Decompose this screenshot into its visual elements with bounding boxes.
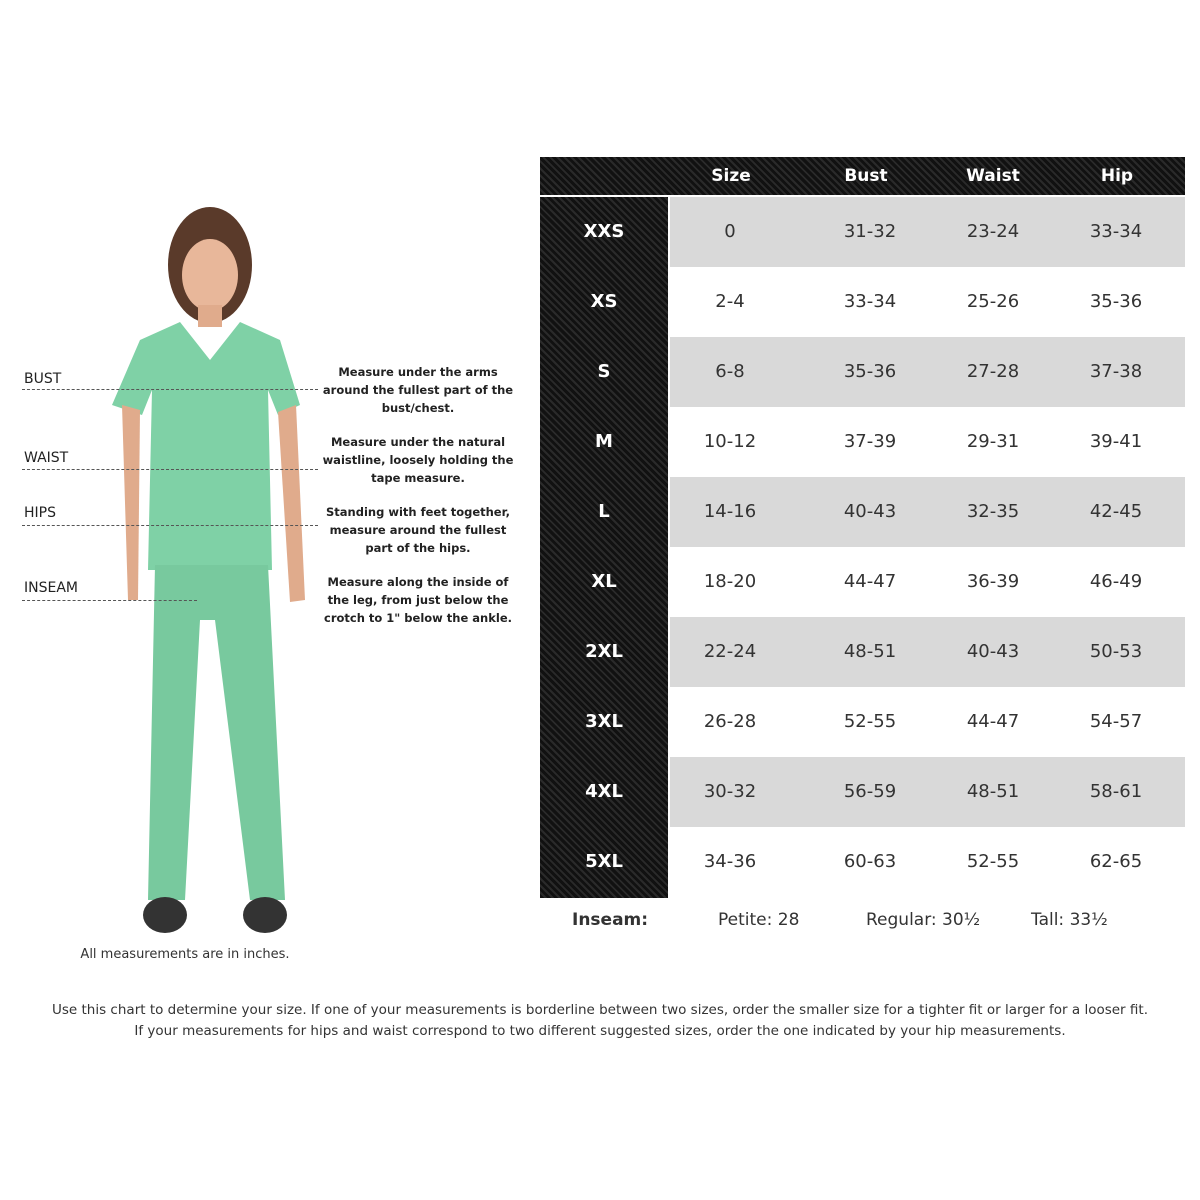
table-row bbox=[670, 687, 1185, 757]
table-row bbox=[670, 477, 1185, 547]
size-cell: 26-28 bbox=[703, 711, 757, 732]
size-label: S bbox=[597, 361, 611, 382]
hip-cell: 37-38 bbox=[1089, 361, 1143, 382]
size-cell: 18-20 bbox=[703, 571, 757, 592]
size-label: M bbox=[595, 431, 613, 452]
size-cell: 30-32 bbox=[703, 781, 757, 802]
size-label: 5XL bbox=[585, 851, 623, 872]
size-cell: 6-8 bbox=[715, 361, 745, 382]
size-label: XXS bbox=[583, 221, 625, 242]
hip-cell: 62-65 bbox=[1089, 851, 1143, 872]
size-cell: 34-36 bbox=[703, 851, 757, 872]
hip-cell: 50-53 bbox=[1089, 641, 1143, 662]
size-label: XS bbox=[590, 291, 618, 312]
waist-cell: 52-55 bbox=[966, 851, 1020, 872]
waist-cell: 36-39 bbox=[966, 571, 1020, 592]
table-row bbox=[670, 827, 1185, 897]
bust-label: BUST bbox=[24, 371, 62, 387]
scrub-pants bbox=[148, 565, 285, 900]
bust-cell: 60-63 bbox=[843, 851, 897, 872]
hip-cell: 39-41 bbox=[1089, 431, 1143, 452]
size-label: 3XL bbox=[585, 711, 623, 732]
waist-cell: 40-43 bbox=[966, 641, 1020, 662]
bust-cell: 48-51 bbox=[843, 641, 897, 662]
size-label: 2XL bbox=[585, 641, 623, 662]
inseam-line bbox=[22, 600, 197, 601]
size-cell: 2-4 bbox=[715, 291, 745, 312]
table-row bbox=[670, 547, 1185, 617]
bust-cell: 52-55 bbox=[843, 711, 897, 732]
waist-cell: 27-28 bbox=[966, 361, 1020, 382]
waist-description: Measure under the natural waistline, loosely holding the tape measure. bbox=[322, 435, 514, 485]
inseam-title: Inseam: bbox=[572, 910, 649, 930]
waist-cell: 29-31 bbox=[966, 431, 1020, 452]
table-row bbox=[670, 407, 1185, 477]
table-row bbox=[670, 197, 1185, 267]
size-cell: 0 bbox=[724, 221, 736, 242]
inseam-label: INSEAM bbox=[24, 580, 78, 596]
hip-cell: 46-49 bbox=[1089, 571, 1143, 592]
hip-cell: 58-61 bbox=[1089, 781, 1143, 802]
inseam-petite: Petite: 28 bbox=[718, 910, 800, 930]
hips-description: Standing with feet together, measure around the fullest part of the hips. bbox=[326, 505, 510, 555]
size-label: 4XL bbox=[585, 781, 623, 802]
hip-cell: 33-34 bbox=[1089, 221, 1143, 242]
header-waist: Waist bbox=[966, 166, 1020, 186]
model-figure bbox=[100, 200, 320, 945]
bust-cell: 33-34 bbox=[843, 291, 897, 312]
size-table-header bbox=[540, 157, 1185, 195]
waist-cell: 25-26 bbox=[966, 291, 1020, 312]
inseam-regular: Regular: 30½ bbox=[866, 910, 981, 930]
table-row bbox=[670, 337, 1185, 407]
header-size: Size bbox=[711, 166, 751, 186]
bust-cell: 31-32 bbox=[843, 221, 897, 242]
footer-note-1: Use this chart to determine your size. If one of your measurements is borderline between two sizes, order the smaller size for a tighter fit or larger for a looser fit. bbox=[52, 1002, 1148, 1018]
scrub-top bbox=[112, 322, 300, 570]
waist-cell: 48-51 bbox=[966, 781, 1020, 802]
face bbox=[182, 239, 238, 311]
hips-line bbox=[22, 525, 318, 526]
header-hip: Hip bbox=[1100, 166, 1134, 186]
bust-cell: 44-47 bbox=[843, 571, 897, 592]
waist-line bbox=[22, 469, 318, 470]
bust-description: Measure under the arms around the fullest part of the bust/chest. bbox=[322, 365, 514, 415]
bust-cell: 40-43 bbox=[843, 501, 897, 522]
waist-cell: 23-24 bbox=[966, 221, 1020, 242]
table-row bbox=[670, 757, 1185, 827]
table-row bbox=[670, 267, 1185, 337]
hip-cell: 54-57 bbox=[1089, 711, 1143, 732]
size-cell: 14-16 bbox=[703, 501, 757, 522]
waist-cell: 32-35 bbox=[966, 501, 1020, 522]
size-cell: 22-24 bbox=[703, 641, 757, 662]
units-caption: All measurements are in inches. bbox=[80, 947, 290, 962]
bust-cell: 37-39 bbox=[843, 431, 897, 452]
bust-cell: 56-59 bbox=[843, 781, 897, 802]
header-bust: Bust bbox=[844, 166, 888, 186]
size-label: XL bbox=[591, 571, 617, 592]
bust-cell: 35-36 bbox=[843, 361, 897, 382]
footer-note-2: If your measurements for hips and waist correspond to two different suggested sizes, order the one indicated by your hip measurements. bbox=[134, 1023, 1066, 1039]
hip-cell: 42-45 bbox=[1089, 501, 1143, 522]
inseam-tall: Tall: 33½ bbox=[1031, 910, 1108, 930]
bust-line bbox=[22, 389, 318, 390]
inseam-description: Measure along the inside of the leg, from just below the crotch to 1" below the ankle. bbox=[324, 575, 512, 625]
waist-label: WAIST bbox=[24, 450, 69, 466]
table-row bbox=[670, 617, 1185, 687]
size-cell: 10-12 bbox=[703, 431, 757, 452]
waist-cell: 44-47 bbox=[966, 711, 1020, 732]
hip-cell: 35-36 bbox=[1089, 291, 1143, 312]
size-label: L bbox=[598, 501, 610, 522]
hips-label: HIPS bbox=[24, 505, 56, 521]
